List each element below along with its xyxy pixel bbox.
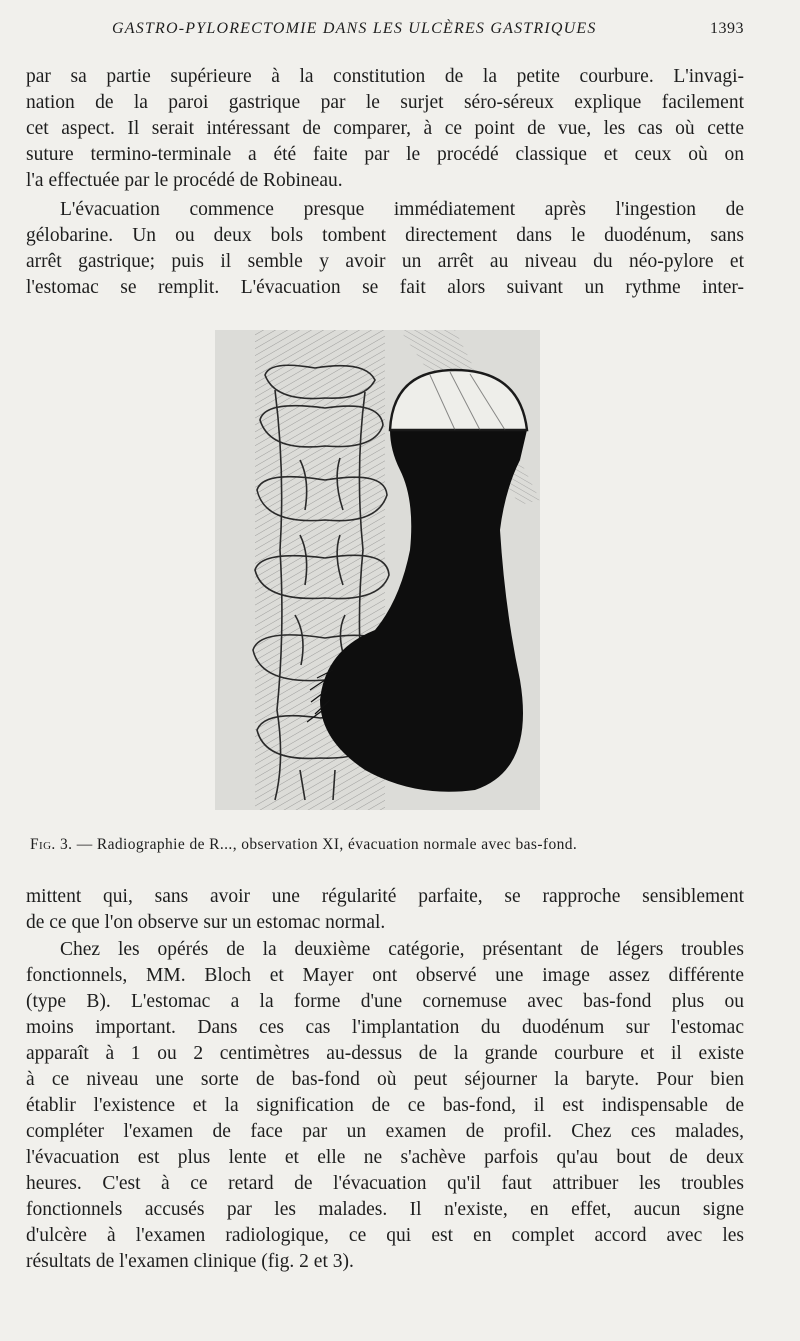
paragraph-3 [26, 884, 744, 936]
text-line: moins important. Dans ces cas l'implantation du duodénum sur l'estomac [26, 1017, 744, 1038]
text-line: gélobarine. Un ou deux bols tombent directement dans le duodénum, sans [26, 225, 744, 246]
text-line: apparaît à 1 ou 2 centimètres au-dessus de la grande courbure et il existe [26, 1043, 744, 1064]
text-line: fonctionnels, MM. Bloch et Mayer ont observé une image assez différente [26, 965, 744, 986]
paragraph-1 [26, 64, 744, 194]
paragraph-4 [26, 937, 744, 1275]
text-line: à ce niveau une sorte de bas-fond où peut séjourner la baryte. Pour bien [26, 1069, 744, 1090]
running-title: GASTRO-PYLORECTOMIE DANS LES ULCÈRES GASTRIQUES [112, 20, 597, 37]
text-line: fonctionnels accusés par les malades. Il n'existe, en effet, aucun signe [26, 1199, 744, 1220]
text-line: L'évacuation commence presque immédiatement après l'ingestion de [60, 199, 744, 220]
text-line: Chez les opérés de la deuxième catégorie, présentant de légers troubles [60, 939, 744, 960]
radiograph-illustration [215, 330, 540, 810]
paragraph-2 [26, 197, 744, 301]
text-line: (type B). L'estomac a la forme d'une cornemuse avec bas-fond plus ou [26, 991, 744, 1012]
text-line: nation de la paroi gastrique par le surjet séro-séreux explique facilement [26, 92, 744, 113]
text-line: l'évacuation est plus lente et elle ne s'achève parfois qu'au bout de deux [26, 1147, 744, 1168]
page-header [0, 20, 800, 44]
text-line: d'ulcère à l'examen radiologique, ce qui est en complet accord avec les [26, 1225, 744, 1246]
page-number: 1393 [710, 20, 744, 37]
figure-caption [30, 836, 746, 854]
text-line: l'estomac se remplit. L'évacuation se fait alors suivant un rythme inter- [26, 277, 744, 298]
text-line: suture termino-terminale a été faite par le procédé classique et ceux où on [26, 144, 744, 165]
text-line: par sa partie supérieure à la constitution de la petite courbure. L'invagi- [26, 66, 744, 87]
text-line: résultats de l'examen clinique (fig. 2 et 3). [26, 1251, 354, 1272]
figure-label: Fig. 3. [30, 836, 73, 853]
text-line: cet aspect. Il serait intéressant de comparer, à ce point de vue, les cas où cette [26, 118, 744, 139]
text-line: arrêt gastrique; puis il semble y avoir un arrêt au niveau du néo-pylore et [26, 251, 744, 272]
text-line: mittent qui, sans avoir une régularité parfaite, se rapproche sensiblement [26, 886, 744, 907]
radiograph-figure [215, 330, 540, 810]
text-line: l'a effectuée par le procédé de Robineau. [26, 170, 343, 191]
figure-caption-text: — Radiographie de R..., observation XI, évacuation normale avec bas-fond. [76, 836, 578, 853]
text-line: de ce que l'on observe sur un estomac normal. [26, 912, 386, 933]
text-line: heures. C'est à ce retard de l'évacuation qu'il faut attribuer les troubles [26, 1173, 744, 1194]
text-line: établir l'existence et la signification de ce bas-fond, il est indispensable de [26, 1095, 744, 1116]
text-line: compléter l'examen de face par un examen de profil. Chez ces malades, [26, 1121, 744, 1142]
